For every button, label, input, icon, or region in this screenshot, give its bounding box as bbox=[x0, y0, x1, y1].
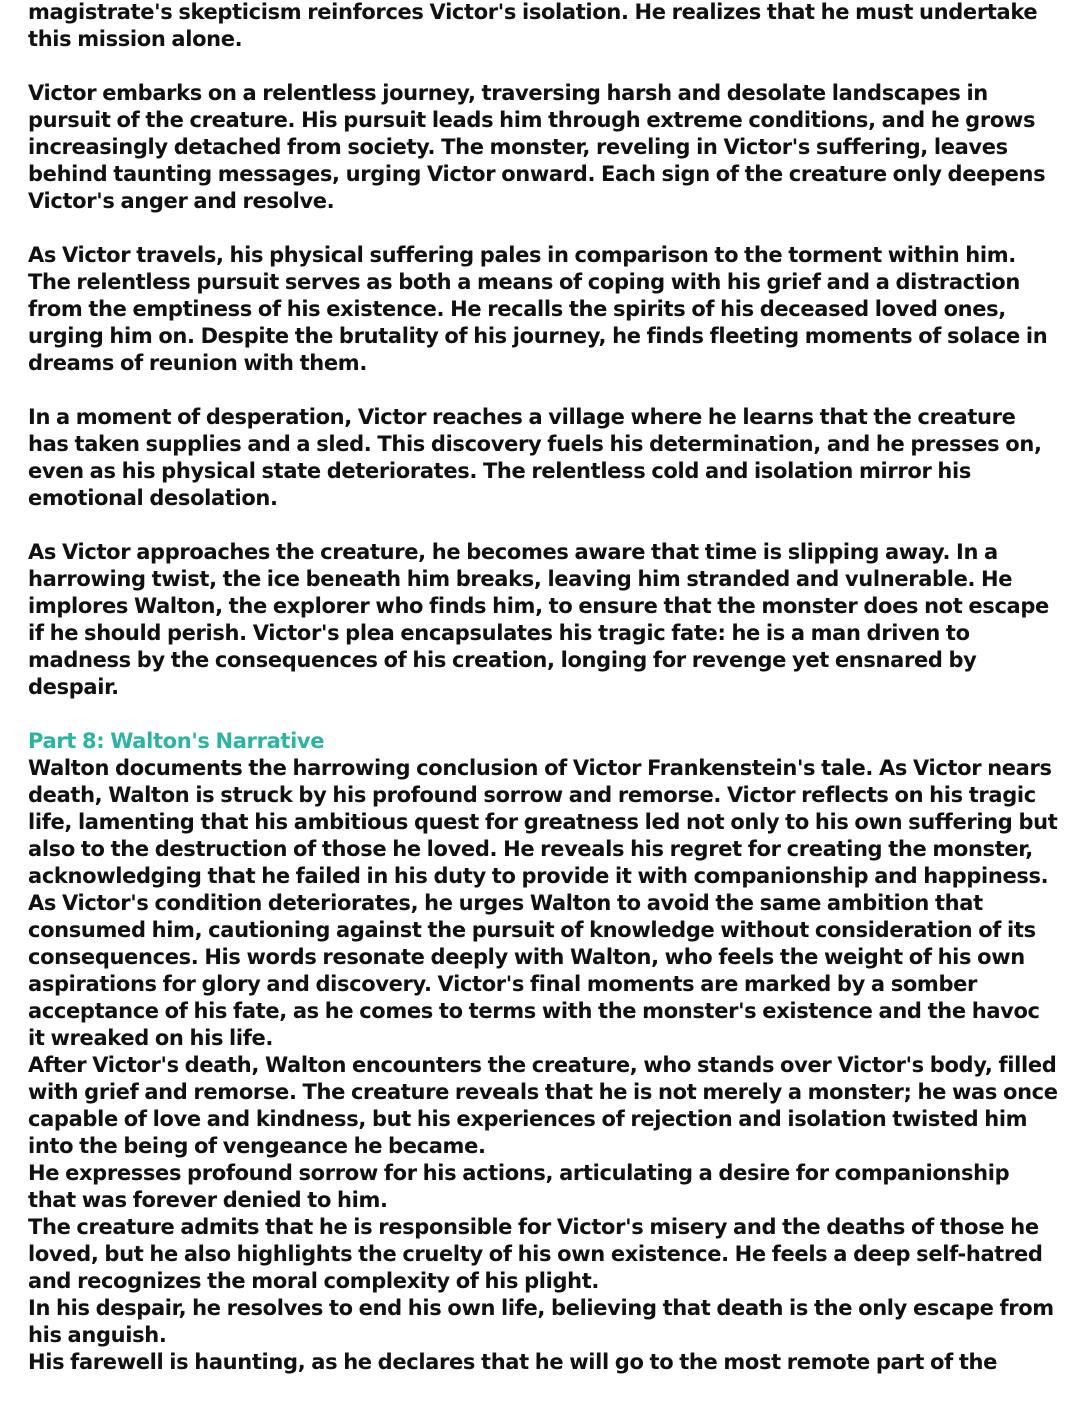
paragraph-creature-sorrow: He expresses profound sorrow for his actions, articulating a desire for companionship that was forever denied to him. bbox=[28, 1161, 1010, 1212]
paragraph-village: In a moment of desperation, Victor reaches a village where he learns that the creature has taken supplies and a sled. This discovery fuels his determination, and he presses on, even as his physical state deteriorates. The relentless cold and isolation mirror his emotional desolation. bbox=[28, 405, 1042, 510]
paragraph-creature-resolves: In his despair, he resolves to end his own life, believing that death is the only escape from his anguish. bbox=[28, 1296, 1054, 1347]
paragraph-creature-appears: After Victor's death, Walton encounters the creature, who stands over Victor's body, filled with grief and remorse. The creature reveals that he is not merely a monster; he was once capable of love and kindness, but his experiences of rejection and isolation twisted him into the being of vengeance he became. bbox=[28, 1053, 1058, 1158]
paragraph-isolation: magistrate's skepticism reinforces Victor's isolation. He realizes that he must undertake this mission alone. bbox=[28, 0, 1038, 51]
document-page bbox=[28, 0, 1058, 1376]
paragraph-farewell: His farewell is haunting, as he declares that he will go to the most remote part of the bbox=[28, 1350, 997, 1374]
paragraph-victor-warning: As Victor's condition deteriorates, he urges Walton to avoid the same ambition that consumed him, cautioning against the pursuit of knowledge without consideration of its consequences. His words resonate deeply with Walton, who feels the weight of his own aspirations for glory and discovery. Victor's final moments are marked by a somber acceptance of his fate, as he comes to terms with the monster's existence and the havoc it wreaked on his life. bbox=[28, 891, 1040, 1050]
paragraph-journey: Victor embarks on a relentless journey, traversing harsh and desolate landscapes in pursuit of the creature. His pursuit leads him through extreme conditions, and he grows increasingly detached from society. The monster, reveling in Victor's suffering, leaves behind taunting messages, urging Victor onward. Each sign of the creature only deepens Victor's anger and resolve. bbox=[28, 81, 1046, 213]
paragraph-torment: As Victor travels, his physical suffering pales in comparison to the torment within him. The relentless pursuit serves as both a means of coping with his grief and a distraction from the emptiness of his existence. He recalls the spirits of his deceased loved ones, urging him on. Despite the brutality of his journey, he finds fleeting moments of solace in dreams of reunion with them. bbox=[28, 243, 1048, 375]
section-heading: Part 8: Walton's Narrative bbox=[28, 729, 325, 753]
paragraph-ice-breaks: As Victor approaches the creature, he becomes aware that time is slipping away. In a harrowing twist, the ice beneath him breaks, leaving him stranded and vulnerable. He implores Walton, the explorer who finds him, to ensure that the monster does not escape if he should perish. Victor's plea encapsulates his tragic fate: he is a man driven to madness by the consequences of his creation, longing for revenge yet ensnared by despair. bbox=[28, 540, 1049, 699]
paragraph-walton-documents: Walton documents the harrowing conclusion of Victor Frankenstein's tale. As Victor nears death, Walton is struck by his profound sorrow and remorse. Victor reflects on his tragic life, lamenting that his ambitious quest for greatness led not only to his own suffering but also to the destruction of those he loved. He reveals his regret for creating the monster, acknowledging that he failed in his duty to provide it with companionship and happiness. bbox=[28, 756, 1058, 888]
paragraph-creature-admits: The creature admits that he is responsible for Victor's misery and the deaths of those he loved, but he also highlights the cruelty of his own existence. He feels a deep self-hatred and recognizes the moral complexity of his plight. bbox=[28, 1215, 1043, 1293]
